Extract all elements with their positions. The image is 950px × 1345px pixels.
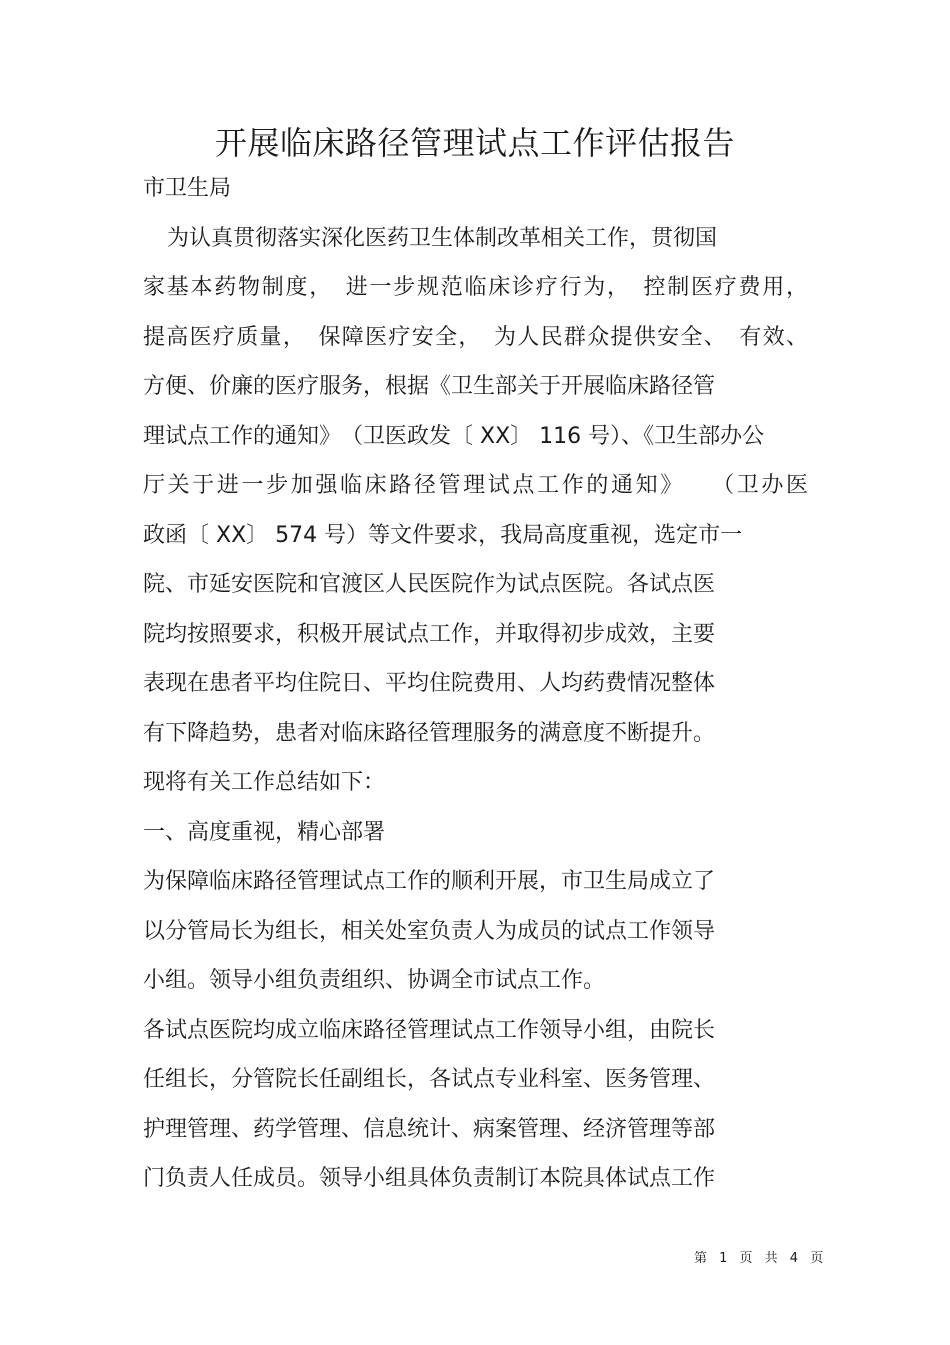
body-line: 各试点医院均成立临床路径管理试点工作领导小组，由院长 xyxy=(143,1017,716,1043)
body-line: 门负责人任成员。领导小组具体负责制订本院具体试点工作 xyxy=(143,1166,716,1191)
body-line: 以分管局长为组长，相关处室负责人为成员的试点工作领导 xyxy=(143,918,716,944)
recipient-line: 市卫生局 xyxy=(143,176,232,201)
page-number: 第 1 页 共 4 页 xyxy=(694,1251,828,1266)
body-line: 理试点工作的通知》 （卫医政发〔 XX〕 116 号）、《卫生部办公 xyxy=(143,423,765,449)
body-line: 提高医疗质量， 保障医疗安全， 为人民群众提供安全、 有效、 xyxy=(143,324,808,350)
body-line: 厅关于进一步加强临床路径管理试点工作的通知》 （卫办医 xyxy=(143,473,808,498)
body-line: 院、市延安医院和官渡区人民医院作为试点医院。各试点医 xyxy=(143,572,716,597)
body-line: 现将有关工作总结如下： xyxy=(143,770,386,795)
body-line: 任组长，分管院长任副组长，各试点专业科室、医务管理、 xyxy=(143,1067,716,1092)
body-line: 家基本药物制度， 进一步规范临床诊疗行为， 控制医疗费用， xyxy=(143,275,808,300)
section-heading: 一、高度重视，精心部署 xyxy=(143,819,386,845)
body-line: 护理管理、药学管理、信息统计、病案管理、经济管理等部 xyxy=(143,1116,716,1142)
body-line: 政函〔 XX〕 574 号）等文件要求，我局高度重视，选定市一 xyxy=(143,522,743,548)
body-line: 表现在患者平均住院日、平均住院费用、人均药费情况整体 xyxy=(143,671,716,696)
body-line: 为保障临床路径管理试点工作的顺利开展，市卫生局成立了 xyxy=(143,869,716,894)
body-line: 为认真贯彻落实深化医药卫生体制改革相关工作，贯彻国 xyxy=(167,225,718,251)
document-title: 开展临床路径管理试点工作评估报告 xyxy=(214,124,735,162)
body-line: 有下降趋势，患者对临床路径管理服务的满意度不断提升。 xyxy=(143,720,716,746)
body-line: 院均按照要求，积极开展试点工作，并取得初步成效，主要 xyxy=(143,621,716,647)
body-line: 方便、价廉的医疗服务，根据《卫生部关于开展临床路径管 xyxy=(143,374,716,399)
document-body xyxy=(143,164,808,1204)
body-line: 小组。领导小组负责组织、协调全市试点工作。 xyxy=(143,968,606,993)
